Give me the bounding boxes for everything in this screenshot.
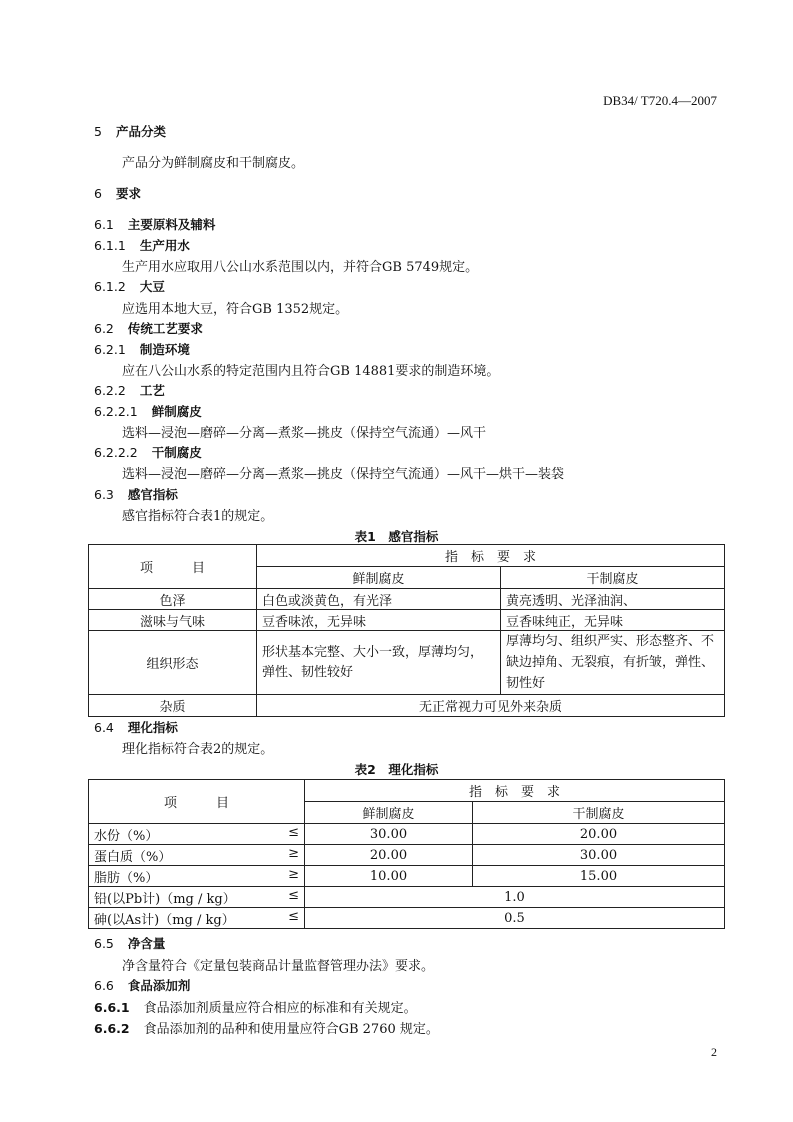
heading-6-6: 6.6 食品添加剂 [94,978,191,993]
paragraph-6-6-2: 6.6.2 食品添加剂的品种和使用量应符合GB 2760 规定。 [94,1021,439,1037]
paragraph-6-2-2-1: 选料—浸泡—磨碎—分离—煮浆—挑皮（保持空气流通）—风干 [122,426,487,441]
table2-caption: 表2 理化指标 [354,762,439,777]
table2-header-dry: 干制腐皮 [473,802,725,824]
table2 [88,779,725,929]
table2-cell-item: 铅(以Pb计)（mg / kg） ≤ [89,887,305,908]
table1-caption: 表1 感官指标 [354,529,439,544]
table1-cell-merged: 无正常视力可见外来杂质 [257,695,725,717]
table1-cell-item: 色泽 [89,589,257,610]
table2-header-fresh: 鲜制腐皮 [305,802,473,824]
table-row [89,866,725,887]
table2-cell-dry: 15.00 [473,866,725,887]
heading-6-1: 6.1 主要原料及辅料 [94,217,216,232]
heading-6-5: 6.5 净含量 [94,936,166,951]
table-row [89,695,725,717]
heading-6: 6 要求 [94,186,141,201]
table2-cell-item: 水份（%） ≤ [89,824,305,845]
table1-header-requirement: 指 标 要 求 [257,545,725,567]
heading-6-2-1: 6.2.1 制造环境 [94,342,190,357]
table2-header-item: 项 目 [89,780,305,824]
table-row [89,631,725,695]
table2-cell-fresh: 10.00 [305,866,473,887]
table1-cell-dry: 豆香味纯正，无异味 [501,610,725,631]
table-row [89,824,725,845]
paragraph-6-1-2: 应选用本地大豆，符合GB 1352规定。 [122,302,349,317]
relation-symbol: ≥ [288,866,299,882]
table-row [89,610,725,631]
relation-symbol: ≥ [288,845,299,861]
paragraph-6-2-2-2: 选料—浸泡—磨碎—分离—煮浆—挑皮（保持空气流通）—风干—烘干—装袋 [122,467,565,482]
heading-6-2-2-2: 6.2.2.2 干制腐皮 [94,445,202,460]
table1-cell-fresh: 豆香味浓，无异味 [257,610,501,631]
table2-cell-item: 蛋白质（%） ≥ [89,845,305,866]
heading-6-2: 6.2 传统工艺要求 [94,321,203,336]
table1-header-dry: 干制腐皮 [501,567,725,589]
table1-header-fresh: 鲜制腐皮 [257,567,501,589]
table1-cell-fresh: 白色或淡黄色，有光泽 [257,589,501,610]
relation-symbol: ≤ [288,887,299,903]
table2-cell-item: 砷(以As计)（mg / kg） ≤ [89,908,305,929]
table2-cell-merged: 1.0 [305,887,725,908]
page-number: 2 [711,1045,717,1059]
paragraph-6-3: 感官指标符合表1的规定。 [122,509,274,524]
heading-6-2-2-1: 6.2.2.1 鲜制腐皮 [94,404,202,419]
table1-cell-item: 杂质 [89,695,257,717]
table-row [89,887,725,908]
heading-6-3: 6.3 感官指标 [94,487,178,502]
heading-6-1-2: 6.1.2 大豆 [94,279,165,294]
paragraph-5: 产品分为鲜制腐皮和干制腐皮。 [122,156,305,171]
relation-symbol: ≤ [288,908,299,924]
table2-cell-dry: 30.00 [473,845,725,866]
paragraph-6-1-1: 生产用水应取用八公山水系范围以内，并符合GB 5749规定。 [122,260,479,275]
table2-header-requirement: 指 标 要 求 [305,780,725,802]
table2-cell-fresh: 30.00 [305,824,473,845]
table-row [89,908,725,929]
table2-cell-item: 脂肪（%） ≥ [89,866,305,887]
heading-6-2-2: 6.2.2 工艺 [94,383,165,398]
paragraph-6-4: 理化指标符合表2的规定。 [122,742,274,757]
table-row [89,589,725,610]
heading-6-1-1: 6.1.1 生产用水 [94,238,190,253]
table-row [89,845,725,866]
heading-6-4: 6.4 理化指标 [94,720,178,735]
relation-symbol: ≤ [288,824,299,840]
table1-cell-item: 滋味与气味 [89,610,257,631]
table1-cell-item: 组织形态 [89,631,257,695]
paragraph-6-2-1: 应在八公山水系的特定范围内且符合GB 14881要求的制造环境。 [122,364,500,379]
paragraph-6-6-1: 6.6.1 食品添加剂质量应符合相应的标准和有关规定。 [94,1000,417,1016]
table2-cell-fresh: 20.00 [305,845,473,866]
heading-5: 5 产品分类 [94,124,166,139]
table1-cell-dry: 黄亮透明、光泽油润、 [501,589,725,610]
table1 [88,544,725,717]
table1-cell-fresh: 形状基本完整、大小一致，厚薄均匀，弹性、韧性较好 [257,631,501,695]
table1-header-item: 项 目 [89,545,257,589]
table2-cell-dry: 20.00 [473,824,725,845]
table1-cell-dry: 厚薄均匀、组织严实、形态整齐、不缺边掉角、无裂痕，有折皱，弹性、韧性好 [501,631,725,695]
table2-cell-merged: 0.5 [305,908,725,929]
paragraph-6-5: 净含量符合《定量包装商品计量监督管理办法》要求。 [122,959,435,974]
document-number: DB34/ T720.4—2007 [603,93,717,108]
